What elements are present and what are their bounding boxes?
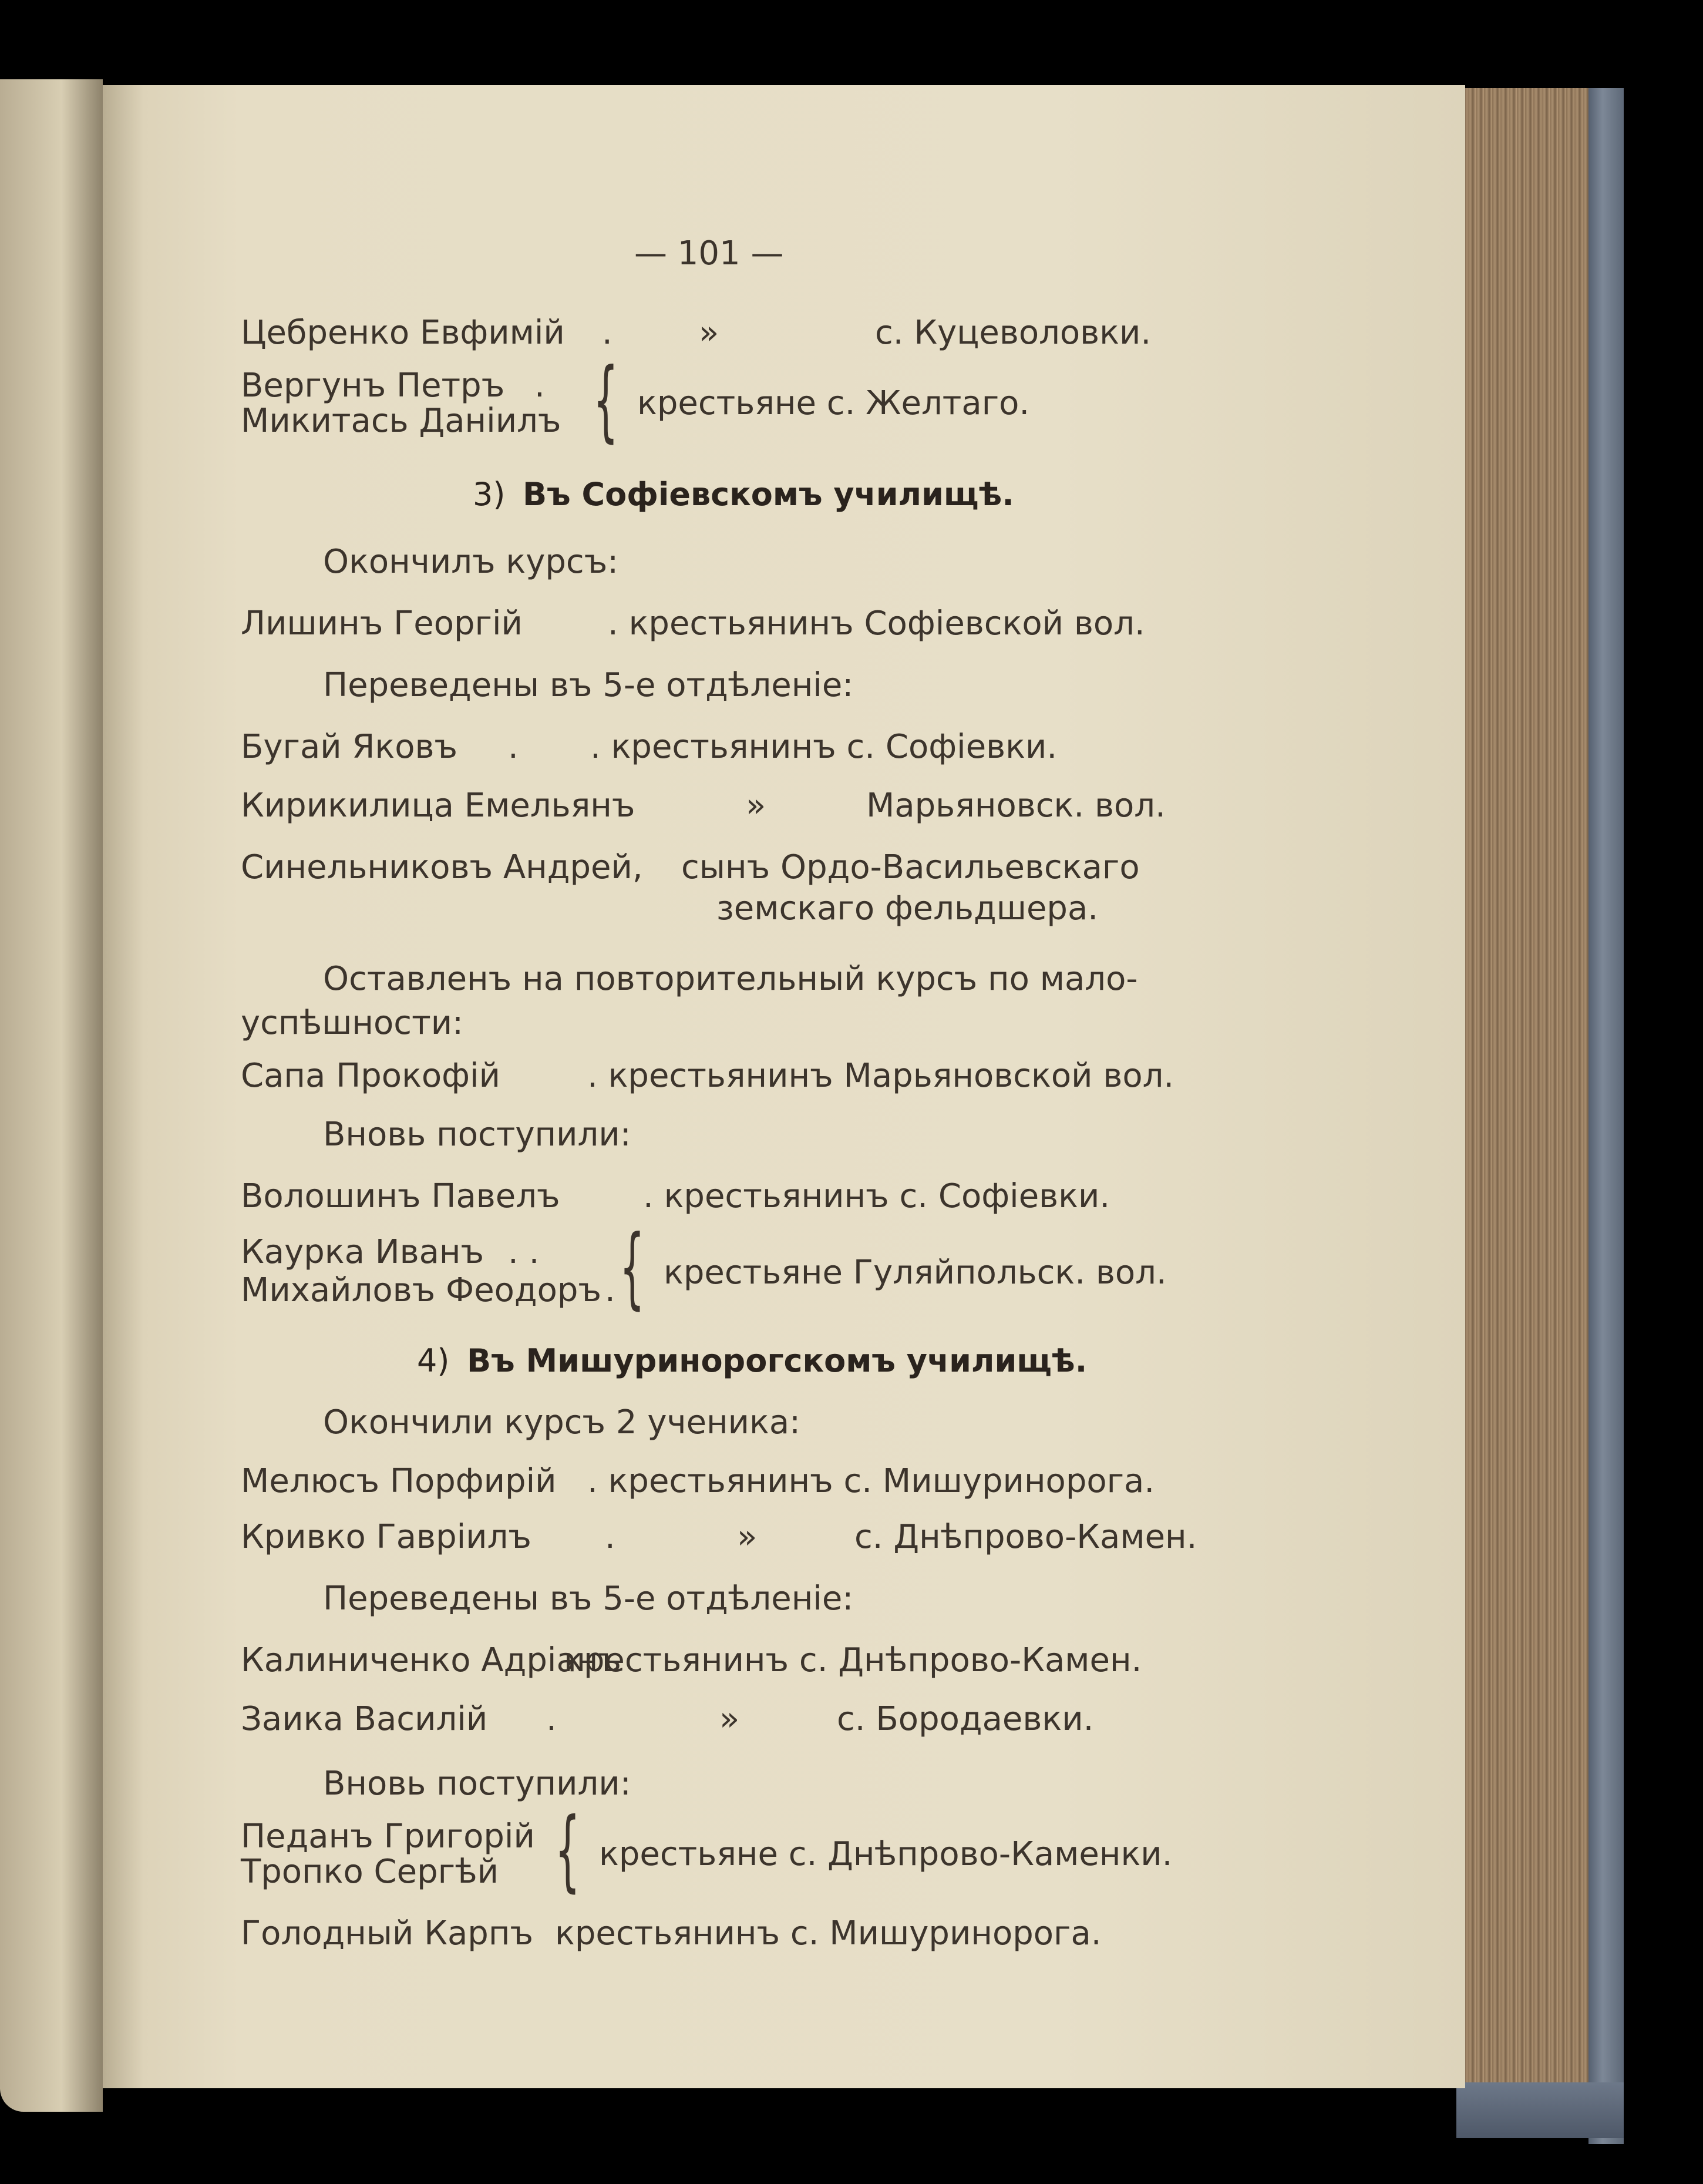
section3-repeat-name: Сапа Прокофій <box>241 1057 500 1095</box>
section4-new-info: крестьянинъ с. Мишуринорога. <box>555 1914 1102 1953</box>
section4-finished-ditto: » <box>737 1518 758 1556</box>
transferred-info-2: земскаго фельдшера. <box>716 889 1099 928</box>
section3-group-dots-2: . <box>605 1271 615 1309</box>
section3-group-info: крестьяне Гуляйпольск. вол. <box>664 1254 1167 1292</box>
entry-name: Цебренко Евфимій <box>241 314 565 352</box>
section3-repeat-info: . крестьянинъ Марьяновской вол. <box>587 1057 1174 1095</box>
section3-repeat-label: Оставленъ на повторительный курсъ по мало- <box>323 960 1138 998</box>
section4-new-label: Вновь поступили: <box>323 1765 631 1803</box>
book-cover <box>1588 88 1624 2144</box>
section3-repeat-label-2: успѣшности: <box>241 1004 463 1042</box>
section4-group-name-1: Педанъ Григорій <box>241 1817 535 1856</box>
section4-finished-label: Окончили курсъ 2 ученика: <box>323 1403 801 1442</box>
section4-transferred-name: Калиниченко Адріанъ <box>241 1641 621 1679</box>
section4-finished-name: Кривко Гавріилъ <box>241 1518 531 1556</box>
group1-info: крестьяне с. Желтаго. <box>637 384 1030 422</box>
group1-name-1: Вергунъ Петръ <box>241 367 505 405</box>
section4-transferred-dot: . <box>546 1700 557 1738</box>
page-edges <box>1459 88 1600 2085</box>
section4-finished-name: Мелюсъ Порфирій <box>241 1462 557 1500</box>
section3-finished-info: . крестьянинъ Софіевской вол. <box>608 604 1145 643</box>
section3-finished-name: Лишинъ Георгій <box>241 604 523 643</box>
transferred-ditto: » <box>746 787 766 825</box>
section3-group-name-2: Михайловъ Феодоръ <box>241 1271 602 1309</box>
section4-number: 4) <box>417 1342 450 1379</box>
section4-title: Въ Мишуринорогскомъ училищѣ. <box>467 1342 1088 1379</box>
section3-finished-label: Окончилъ курсъ: <box>323 543 619 581</box>
section4-transferred-name: Заика Василій <box>241 1700 488 1738</box>
transferred-name: Бугай Яковъ <box>241 728 458 766</box>
brace-icon: { <box>593 350 618 452</box>
section4-finished-info: . крестьянинъ с. Мишуринорога. <box>587 1462 1155 1500</box>
section4-group-info: крестьяне с. Днѣпрово-Каменки. <box>599 1835 1173 1873</box>
entry-ditto: » <box>699 314 719 352</box>
section4-finished-dot: . <box>605 1518 615 1556</box>
section4-transferred-info: крестьянинъ с. Днѣпрово-Камен. <box>564 1641 1142 1679</box>
brace-icon: { <box>555 1799 580 1901</box>
section4-new-name: Голодный Карпъ <box>241 1914 534 1953</box>
transferred-name: Кирикилица Емельянъ <box>241 787 635 825</box>
left-page-edge <box>0 79 103 2112</box>
section3-transferred-label: Переведены въ 5-е отдѣленіе: <box>323 666 854 704</box>
transferred-info: . крестьянинъ с. Софіевки. <box>590 728 1058 766</box>
group1-dot: . <box>534 367 545 405</box>
entry-place: с. Куцеволовки. <box>875 314 1152 352</box>
section3-title: Въ Софіевскомъ училищѣ. <box>523 476 1014 513</box>
section3-number: 3) <box>473 476 506 513</box>
section4-transferred-place: с. Бородаевки. <box>837 1700 1094 1738</box>
transferred-dots: . <box>508 728 519 766</box>
page-number: — 101 — <box>634 234 784 273</box>
section4-transferred-label: Переведены въ 5-е отдѣленіе: <box>323 1580 854 1618</box>
group1-name-2: Микитась Даніилъ <box>241 402 561 440</box>
transferred-place: Марьяновск. вол. <box>866 787 1166 825</box>
book-cover-bottom <box>1456 2082 1624 2138</box>
section3-new-label: Вновь поступили: <box>323 1115 631 1154</box>
section3-group-name-1: Каурка Иванъ <box>241 1233 484 1271</box>
section4-finished-place: с. Днѣпрово-Камен. <box>854 1518 1197 1556</box>
brace-icon: { <box>620 1217 645 1319</box>
transferred-name: Синельниковъ Андрей, <box>241 848 643 886</box>
transferred-info: сынъ Ордо-Васильевскаго <box>681 848 1140 886</box>
section3-new-name: Волошинъ Павелъ <box>241 1177 560 1215</box>
section4-group-name-2: Тропко Сергѣй <box>241 1853 499 1891</box>
section4-transferred-ditto: » <box>719 1700 740 1738</box>
section3-new-info: . крестьянинъ с. Софіевки. <box>643 1177 1110 1215</box>
entry-dot: . <box>602 314 612 352</box>
book-page <box>103 85 1465 2088</box>
section3-group-dots-1: . . <box>508 1233 540 1271</box>
